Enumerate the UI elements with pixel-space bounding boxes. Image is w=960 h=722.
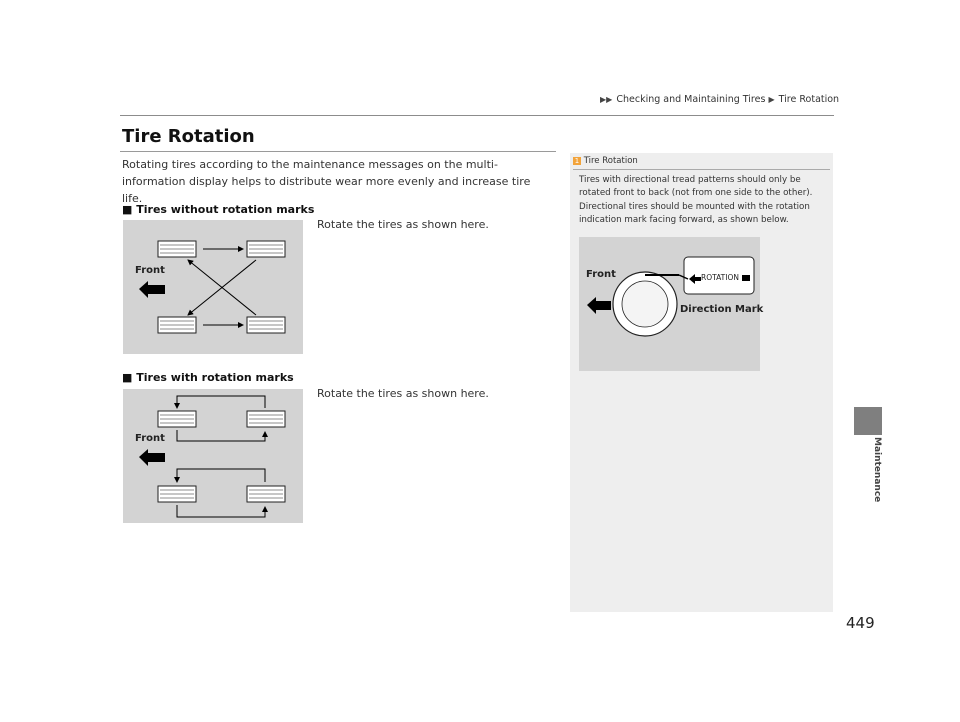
header-rule: [120, 115, 834, 116]
note-body: Tires with directional tread patterns should only be rotated front to back (not from one side to the other). Directional tires should be mounted with the rotation indication mark facing forward, as shown below.: [579, 175, 813, 226]
rotation-label: ROTATION: [701, 273, 739, 282]
front-label: Front: [586, 269, 616, 280]
callout-mark-right-icon: [742, 275, 750, 281]
rotation-diagram-without-marks: [123, 220, 303, 354]
section-heading-with-marks: [122, 371, 294, 384]
front-arrow-icon: [139, 449, 165, 466]
front-arrow-icon: [587, 297, 611, 314]
note-reference-icon: 1: [574, 156, 580, 165]
tire-side-icon: [613, 272, 677, 336]
front-label: Front: [135, 433, 165, 444]
square-bullet-icon: ■: [122, 203, 133, 216]
title-rule: [120, 151, 556, 152]
note-header-text: Tire Rotation: [583, 156, 638, 166]
section-heading-without-marks: [122, 203, 314, 216]
note-header: [573, 156, 638, 166]
front-arrow-icon: [139, 281, 165, 298]
square-bullet-icon: ■: [122, 371, 133, 384]
direction-mark-diagram: [579, 237, 764, 371]
rotate-instruction: Rotate the tires as shown here.: [317, 218, 489, 231]
page-number: 449: [846, 614, 875, 632]
page-title: Tire Rotation: [122, 126, 255, 147]
tire-rear-right-icon: [247, 486, 285, 502]
section-heading-text: Tires with rotation marks: [136, 371, 294, 384]
tire-front-right-icon: [158, 486, 196, 502]
tire-front-left-icon: [158, 411, 196, 427]
triangle-right-icon: ▶: [768, 95, 775, 104]
front-label: Front: [135, 265, 165, 276]
rotation-arrows: [188, 249, 256, 325]
tire-rear-right-icon: [247, 317, 285, 333]
breadcrumb-item-checking-tires[interactable]: Checking and Maintaining Tires: [616, 94, 766, 105]
intro-text: Rotating tires according to the maintenance messages on the multi-information display helps to distribute wear more evenly and increase tire life.: [122, 158, 531, 205]
breadcrumb-item-tire-rotation[interactable]: Tire Rotation: [778, 94, 840, 105]
tire-rear-left-icon: [247, 241, 285, 257]
rotation-diagram-with-marks: [123, 389, 303, 523]
tire-front-right-icon: [158, 317, 196, 333]
direction-mark-label: Direction Mark: [680, 304, 764, 315]
tire-rear-left-icon: [247, 411, 285, 427]
section-tab-label: Maintenance: [872, 437, 882, 503]
rotate-instruction: Rotate the tires as shown here.: [317, 387, 489, 400]
breadcrumb: [600, 94, 839, 105]
section-tab[interactable]: [854, 407, 882, 435]
triangle-right-icon: ▶▶: [600, 95, 613, 104]
section-heading-text: Tires without rotation marks: [136, 203, 315, 216]
tire-front-left-icon: [158, 241, 196, 257]
note-rule: [573, 169, 830, 170]
